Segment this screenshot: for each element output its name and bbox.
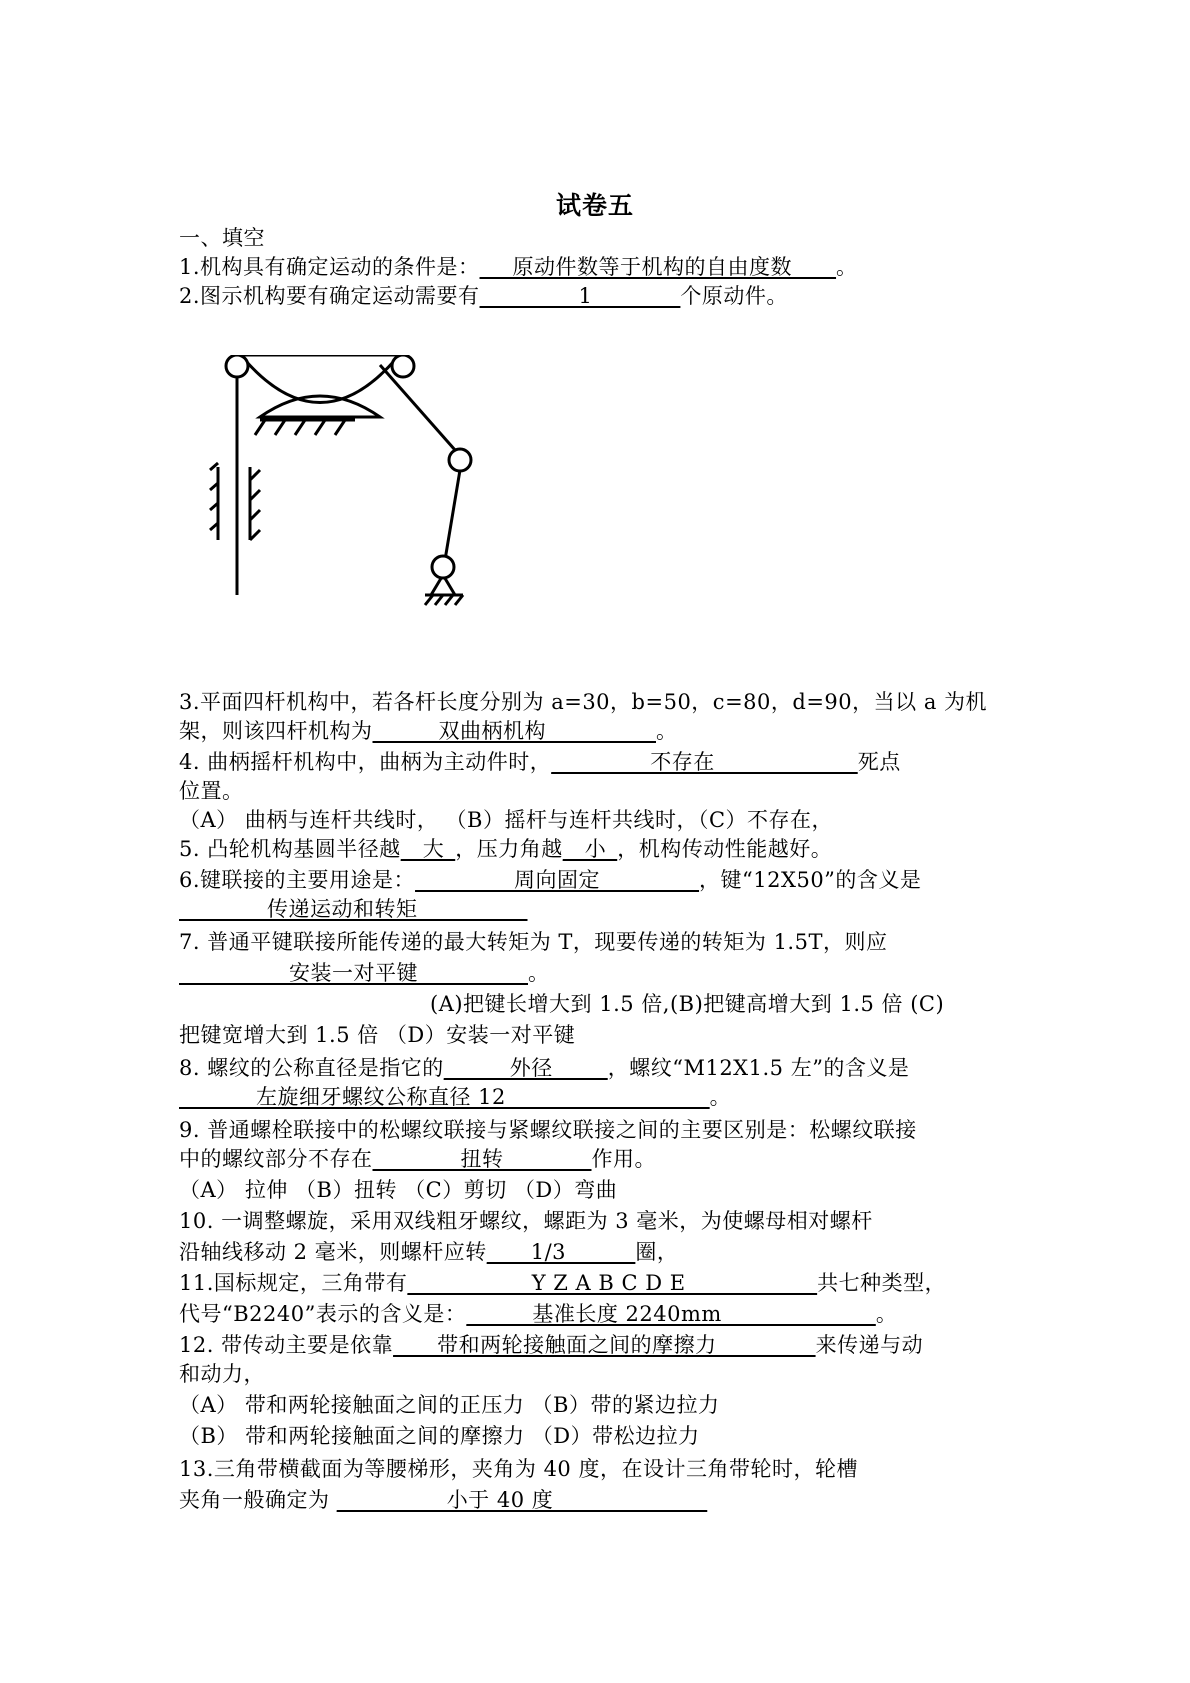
question-4: 4. 曲柄摇杆机构中，曲柄为主动件时，_________不存在_____________死点	[179, 750, 901, 774]
question-13: 13.三角带横截面为等腰梯形，夹角为 40 度，在设计三角带轮时，轮槽	[179, 1457, 858, 1481]
question-9: 9. 普通螺栓联接中的松螺纹联接与紧螺纹联接之间的主要区别是：松螺纹联接	[179, 1118, 917, 1142]
answer-10: ____1/3 _____	[486, 1240, 636, 1264]
question-4-options: （A） 曲柄与连杆共线时， （B）摇杆与连杆共线时，（C）不存在，	[179, 808, 834, 832]
answer-6: _________周向固定_________	[415, 868, 700, 892]
answer-1: ___原动件数等于机构的自由度数____	[479, 255, 837, 279]
question-6: 6.键联接的主要用途是：_________周向固定_________，键“12X50”的含义是	[179, 868, 922, 892]
mechanism-diagram	[205, 355, 505, 620]
question-3-line-2: 架，则该四杆机构为______双曲柄机构__________。	[179, 719, 678, 743]
question-4-line-2: 位置。	[179, 779, 244, 803]
question-3: 3.平面四杆机构中，若各杆长度分别为 a=30，b=50，c=80，d=90，当以 a 为机	[179, 690, 988, 714]
answer-6b: ________传递运动和转矩__________	[179, 897, 528, 921]
question-8: 8. 螺纹的公称直径是指它的______外径_____，螺纹“M12X1.5 左”的含义是	[179, 1056, 910, 1080]
question-10-line-2: 沿轴线移动 2 毫米，则螺杆应转____1/3 _____圈，	[179, 1240, 679, 1264]
question-12-options: （A） 带和两轮接触面之间的正压力 （B）带的紧边拉力	[179, 1393, 720, 1417]
answer-9: ________扭转________	[372, 1147, 592, 1171]
question-11-line-2: 代号“B2240”表示的含义是：______基准长度 2240mm______________。	[179, 1302, 898, 1326]
answer-12: ____带和两轮接触面之间的摩擦力_________	[393, 1333, 816, 1357]
answer-4: _________不存在_____________	[551, 750, 858, 774]
answer-13: __________小于 40 度______________	[336, 1488, 708, 1512]
answer-5b: __小_	[562, 837, 618, 861]
answer-3: ______双曲柄机构__________	[372, 719, 656, 743]
question-10: 10. 一调整螺旋，采用双线粗牙螺纹，螺距为 3 毫米，为使螺母相对螺杆	[179, 1209, 873, 1233]
question-7: 7. 普通平键联接所能传递的最大转矩为 T，现要传递的转矩为 1.5T，则应	[179, 930, 888, 954]
question-1: 1.机构具有确定运动的条件是：___原动件数等于机构的自由度数____。	[179, 255, 858, 279]
question-7-line-2: __________安装一对平键__________。	[179, 961, 550, 985]
question-2: 2.图示机构要有确定运动需要有_________1________个原动件。	[179, 284, 788, 308]
question-12-options-2: （B） 带和两轮接触面之间的摩擦力 （D）带松边拉力	[179, 1424, 700, 1448]
question-9-options: （A） 拉伸 （B）扭转 （C）剪切 （D）弯曲	[179, 1178, 618, 1202]
question-6-line-2	[179, 895, 528, 923]
answer-8: ______外径_____	[443, 1056, 608, 1080]
answer-7: __________安装一对平键__________	[179, 961, 528, 985]
answer-11: __________ Y Z A B C D E __________	[407, 1271, 818, 1295]
question-11: 11.国标规定，三角带有__________ Y Z A B C D E __________共七种类型，	[179, 1271, 947, 1295]
question-8-line-2: _______左旋细牙螺纹公称直径 12 ____________。	[179, 1085, 732, 1109]
answer-2: _________1________	[479, 284, 681, 308]
question-7-options: (A)把键长增大到 1.5 倍,(B)把键高增大到 1.5 倍 (C)	[430, 992, 945, 1016]
page-title: 试卷五	[555, 191, 634, 220]
question-12-line-2: 和动力，	[179, 1362, 265, 1386]
question-13-line-2: 夹角一般确定为 __________小于 40 度______________	[179, 1488, 708, 1512]
question-9-line-2: 中的螺纹部分不存在________扭转________作用。	[179, 1147, 656, 1171]
question-5: 5. 凸轮机构基圆半径越__大_，压力角越__小_，机构传动性能越好。	[179, 837, 833, 861]
section-heading: 一、填空	[179, 226, 265, 250]
answer-5a: __大_	[400, 837, 456, 861]
answer-11b: ______基准长度 2240mm______________	[466, 1302, 876, 1326]
question-12: 12. 带传动主要是依靠____带和两轮接触面之间的摩擦力_________来传递与动	[179, 1333, 924, 1357]
answer-8b: _______左旋细牙螺纹公称直径 12 ____________	[179, 1085, 710, 1109]
question-7-options-2: 把键宽增大到 1.5 倍 （D）安装一对平键	[179, 1023, 576, 1047]
